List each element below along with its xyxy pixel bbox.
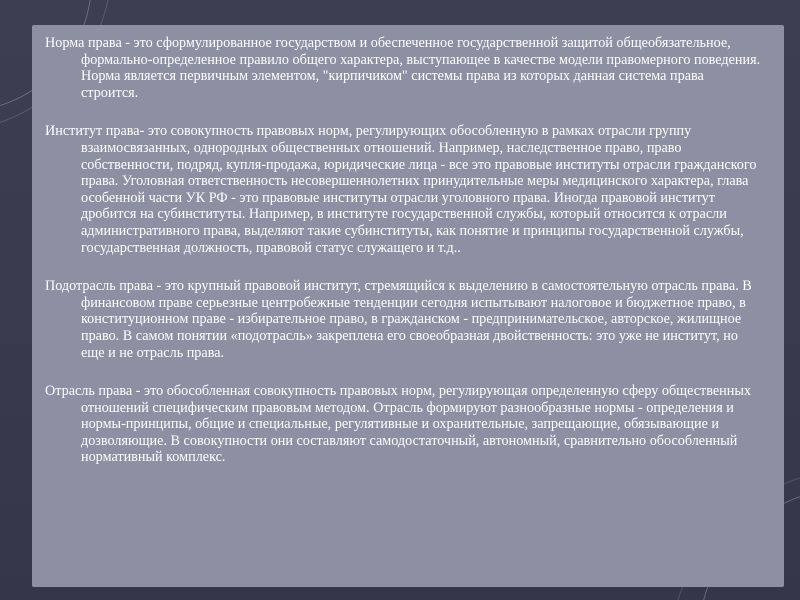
- paragraph-institute: Институт права- это совокупность правовых норм, регулирующих обособленную в рамках отрасли группу взаимосвязанных, однородных общественных отношений. Например, наследственное право, право собственности, подряд, купля-продажа, юридические лица - все это правовые институты отрасли гражданского права. Уголовная ответственность несовершеннолетних принудительные меры медицинского характера, глава особенной части УК РФ - это правовые институты отрасли уголовного права. Иногда правовой институт дробится на субинституты. Например, в институте государственной службы, который относится к отрасли административного права, выделяют такие субинституты, как понятие и принципы государственной службы, государственная должность, правовой статус служащего и т.д..: [45, 123, 757, 256]
- paragraph-branch: Отрасль права - это обособленная совокупность правовых норм, регулирующая определенную сферу общественных отношений специфическим правовым методом. Отрасль формируют разнообразные нормы - определения и нормы-принципы, общие и специальные, регулятивные и охранительные, запрещающие, обязывающие и дозволяющие. В совокупности они составляют самодостаточный, автономный, сравнительно обособленный нормативный комплекс.: [45, 383, 751, 466]
- content-panel: [32, 25, 784, 587]
- paragraph-norm: Норма права - это сформулированное государством и обеспеченное государственной защитой общеобязательное, формально-определенное правило общего характера, выступающее в качестве модели правомерного поведения. Норма является первичным элементом, "кирпичиком" системы права из которых данная система права строится.: [45, 35, 761, 101]
- paragraph-sub-branch: Подотрасль права - это крупный правовой институт, стремящийся к выделению в самостоятельную отрасль права. В финансовом праве серьезные центробежные тенденции сегодня испытывают налоговое и бюджетное право, в конституционном праве - избирательное право, в гражданском - предпринимательское, авторское, жилищное право. В самом понятии «подотрасль» закреплена его своеобразная двойственность: это уже не институт, но еще и не отрасль права.: [45, 278, 752, 361]
